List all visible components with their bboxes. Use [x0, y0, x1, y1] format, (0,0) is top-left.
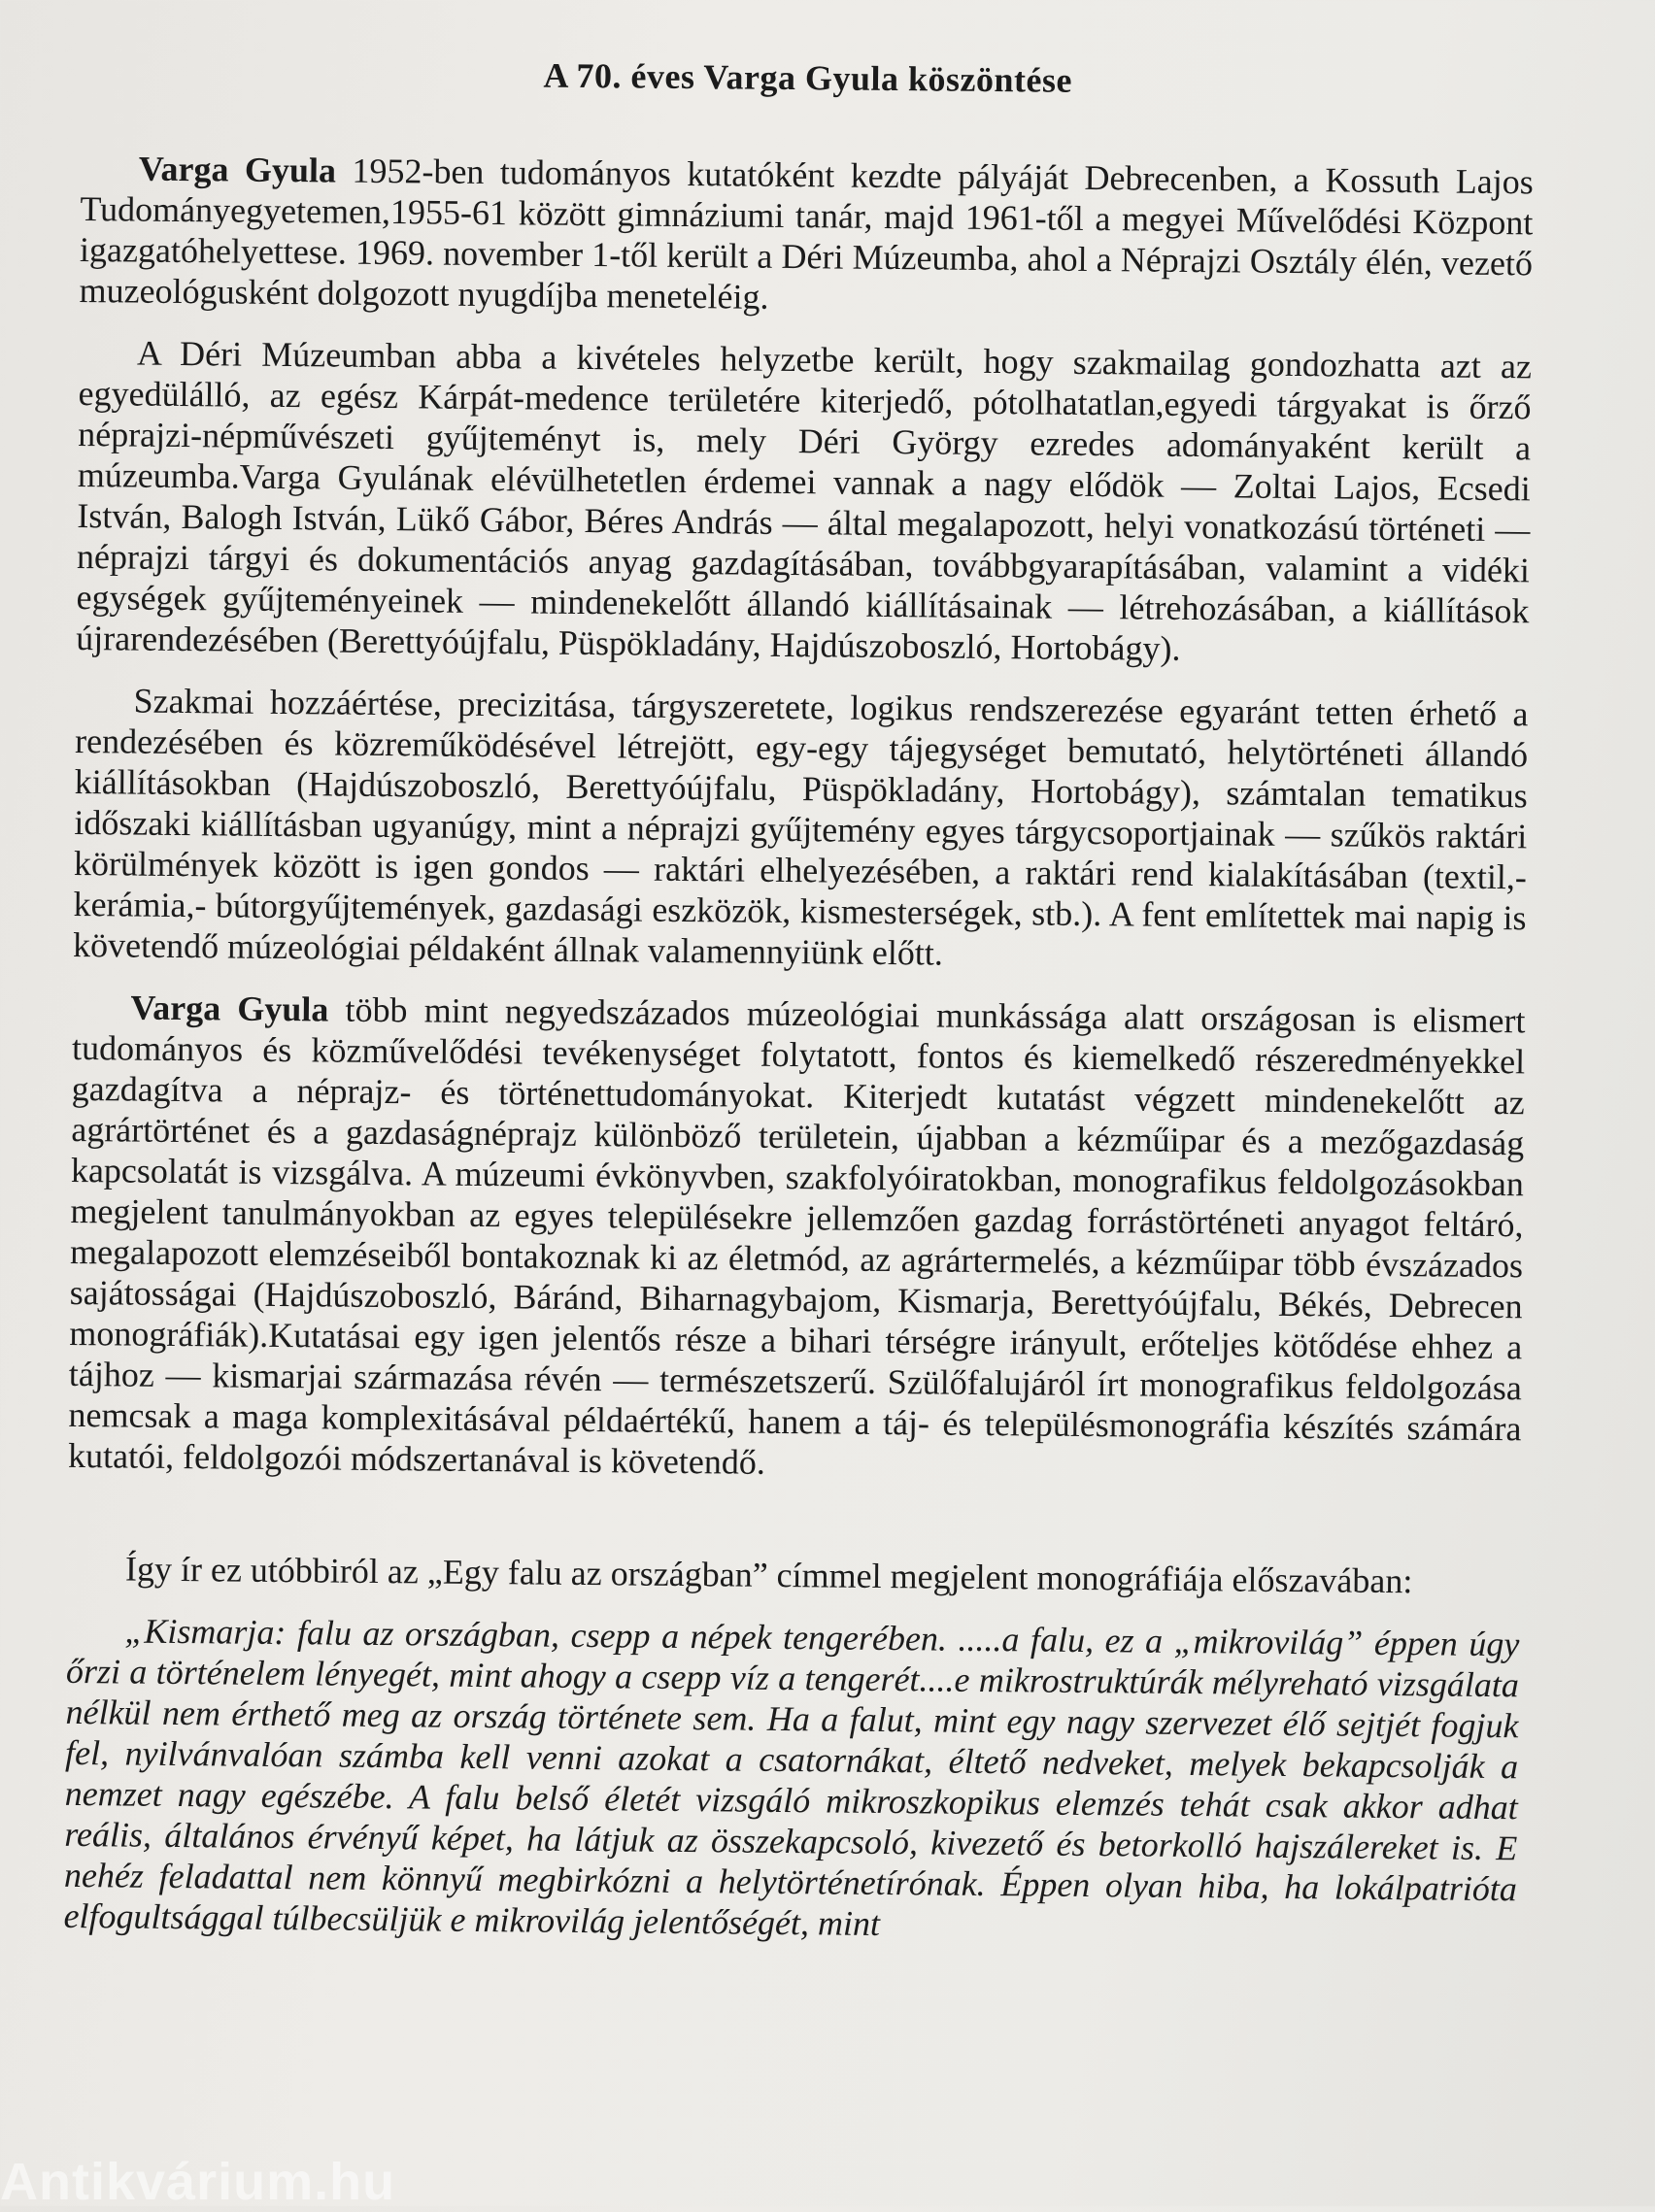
- page-title: A 70. éves Varga Gyula köszöntése: [543, 55, 1073, 100]
- paragraph-3: Szakmai hozzáértése, precizitása, tárgyszeretete, logikus rendszerezése egyaránt tetten érhető a rendezésében és közreműködésével létrejött, egy-egy tájegységet bemutató, helytörténeti állandó kiállításokban (Hajdúszoboszló, Berettyóújfalu, Püspökladány, Hortobágy), számtalan tematikus időszaki kiállításban ugyanúgy, mint a néprajzi gyűjtemény egyes tárgycsoportjainak — szűkös raktári körülmények között is igen gondos — raktári elhelyezésében, a raktári rend kialakításában (textil,- kerámia,- bútorgyűjtemények, gazdasági eszközök, kismesterségek, stb.). A fent említettek mai napig is követendő múzeológiai példaként állnak valamennyiünk előtt.: [72, 681, 1529, 973]
- author-name-lead: Varga Gyula: [138, 149, 337, 190]
- paragraph-4: [68, 987, 1526, 1490]
- watermark: Antikvárium.hu: [0, 2153, 396, 2211]
- author-name-lead: Varga Gyula: [130, 988, 329, 1029]
- paragraph-text: 1952-ben tudományos kutatóként kezdte pályáját Debrecenben, a Kossuth Lajos Tudományegyetemen,1955-61 között gimnáziumi tanár, majd 1961-től a megyei Művelődési Központ igazgatóhelyettese. 1969. november 1-től került a Déri Múzeumba, ahol a Néprajzi Osztály élén, vezető muzeológusként dolgozott nyugdíjba meneteléig.: [79, 151, 1534, 317]
- quote-intro: Így ír ez utóbbiról az „Egy falu az országban” címmel megjelent monográfiája előszavában:: [124, 1549, 1413, 1601]
- document-page: [63, 50, 1535, 1971]
- paragraph-2: A Déri Múzeumban abba a kivételes helyzetbe került, hogy szakmailag gondozhatta azt az egyedülálló, az egész Kárpát-medence területére kiterjedő, pótolhatatlan,egyedi tárgyakat is őrző néprajzi-népművészeti gyűjteményt is, mely Déri György ezredes adományaként került a múzeumba.Varga Gyulának elévülhetetlen érdemei vannak a nagy elődök — Zoltai Lajos, Ecsedi István, Balogh István, Lükő Gábor, Béres András — által megalapozott, helyi vonatkozású történeti — néprajzi tárgyi és dokumentációs anyag gazdagításában, továbbgyarapításában, valamint a vidéki egységek gyűjteményeinek — mindenekelőtt állandó kiállításainak — létrehozásában, a kiállítások újrarendezésében (Berettyóújfalu, Püspökladány, Hajdúszoboszló, Hortobágy).: [76, 333, 1533, 668]
- paragraph-text: több mint negyedszázados múzeológiai munkássága alatt országosan is elismert tudományos és közművelődési tevékenységet folytatott, fontos és kiemelkedő részeredményekkel gazdagítva a néprajz- és történettudományokat. Kiterjedt kutatást végzett mindenekelőtt az agrártörténet és a gazdaságnéprajz különböző területein, újabban a kézműipar és a mezőgazdaság kapcsolatát is vizsgálva. A múzeumi évkönyvben, szakfolyóiratokban, monografikus feldolgozásokban megjelent tanulmányokban az egyes településekre jellemzően gazdag forrástörténeti anyagot feltáró, megalapozott elemzéseiből bontakoznak ki az életmód, az agrártermelés, a kézműipar több évszázados sajátosságai (Hajdúszoboszló, Báránd, Biharnagybajom, Kismarja, Berettyóújfalu, Békés, Debrecen monográfiák).Kutatásai egy igen jelentős része a bihari térségre irányult, erőteljes kötődése ehhez a tájhoz — kismarjai származása révén — természetszerű. Szülőfalujáról írt monografikus feldolgozása nemcsak a maga komplexitásával példaértékű, hanem a táj- és településmonográfia készítés számára kutatói, feldolgozói módszertanával is követendő.: [67, 989, 1526, 1482]
- paragraph-1: [79, 148, 1534, 324]
- quote-text: „Kismarja: falu az országban, csepp a népek tengerében. .....a falu, ez a „mikrovilág” éppen úgy őrzi a történelem lényegét, mint ahogy a csepp víz a tengerét....e mikrostruktúrák mélyreható vizsgálata nélkül nem érthető meg az ország története sem. Ha a falut, mint egy nagy szervezet élő sejtjét fogjuk fel, nyilvánvalóan számba kell venni azokat a csatornákat, éltető nedveket, melyek bekapcsolják a nemzet nagy egészébe. A falu belső életét vizsgáló mikroszkopikus elemzés tehát csak akkor adhat reális, általános érvényű képet, ha látjuk az összekapcsoló, kivezető és betorkolló hajszálereket is. E nehéz feladattal nem könnyű megbirkózni a helytörténetírónak. Éppen olyan hiba, ha lokálpatrióta elfogultsággal túlbecsüljük e mikrovilág jelentőségét, mint: [63, 1611, 1520, 1943]
